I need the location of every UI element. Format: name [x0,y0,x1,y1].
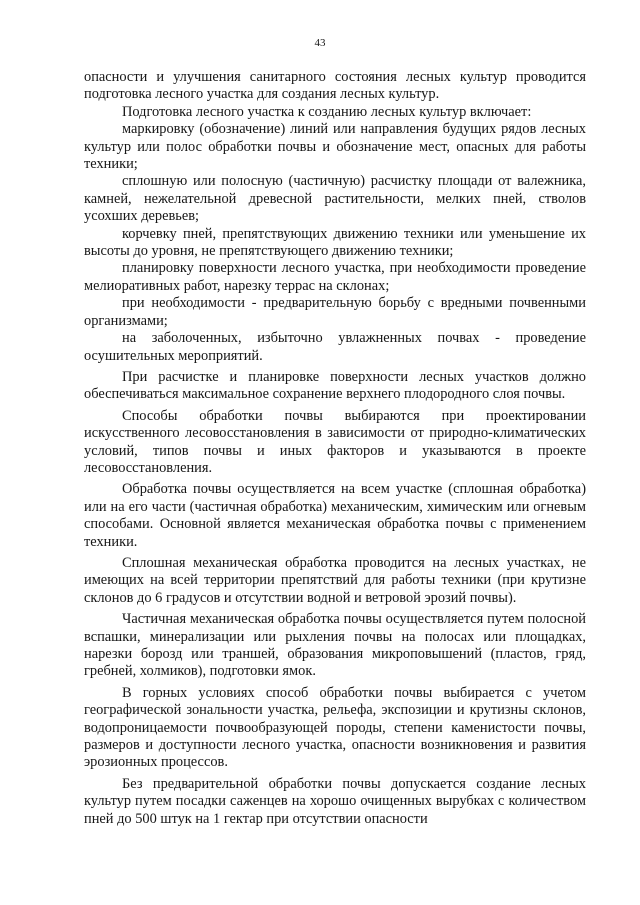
list-item-pest-control: при необходимости - предварительную борьбу с вредными почвенными организмами; [84,295,586,329]
page-number: 43 [314,37,326,49]
list-item-stump-removal: корчевку пней, препятствующих движению техники или уменьшение их высоты до уровня, не препятствующего движению техники; [84,225,586,260]
paragraph-partial-tillage: Частичная механическая обработка почвы осуществляется путем полосной вспашки, минерализации или рыхления почвы на полосах или площадках, нарезки борозд или траншей, образования микроповышений (пластов, гряд, гребней, холмиков), подготовки ямок. [84,611,586,680]
list-item-leveling: планировку поверхности лесного участка, при необходимости проведение мелиоративных работ, нарезку террас на склонах; [84,260,586,294]
list-item-marking: маркировку (обозначение) линий или направления будущих рядов лесных культур или полос обработки почвы и обозначение мест, опасных для работы техники; [84,121,586,173]
paragraph-tillage-types: Обработка почвы осуществляется на всем участке (сплошная обработка) или на его части (частичная обработка) механическим, химическим или огневым способами. Основной является механическая обработка почвы с применением техники. [84,481,586,550]
paragraph-no-tillage: Без предварительной обработки почвы допускается создание лесных культур путем посадки саженцев на хорошо очищенных вырубках с количеством пней до 500 штук на 1 гектар при отсутствии опасности [84,775,586,827]
paragraph-soil-preservation: При расчистке и планировке поверхности лесных участков должно обеспечиваться максимальное сохранение верхнего плодородного слоя почвы. [84,368,586,403]
document-body [84,69,586,828]
list-item-clearing: сплошную или полосную (частичную) расчистку площади от валежника, камней, нежелательной древесной растительности, мелких пней, стволов усохших деревьев; [84,173,586,225]
paragraph-intro: Подготовка лесного участка к созданию лесных культур включает: [122,103,532,120]
paragraph-continuous-tillage: Сплошная механическая обработка проводится на лесных участках, не имеющих на всей территории препятствий для работы техники (при крутизне склонов до 6 градусов и отсутствии водной и ветровой эрозий почвы). [84,554,586,606]
paragraph-tillage-methods: Способы обработки почвы выбираются при проектировании искусственного лесовосстановления в зависимости от природно-климатических условий, типов почвы и иных факторов и указываются в проекте лесовосстановления. [84,407,586,476]
paragraph-continuation: опасности и улучшения санитарного состояния лесных культур проводится подготовка лесного участка для создания лесных культур. [84,69,586,103]
paragraph-mountain-conditions: В горных условиях способ обработки почвы выбирается с учетом географической зональности участка, рельефа, экспозиции и крутизны склонов, водопроницаемости почвообразующей породы, степени каменистости почвы, размеров и доступности лесного участка, опасности возникновения и развития эрозионных процессов. [84,684,586,771]
list-item-drainage: на заболоченных, избыточно увлажненных почвах - проведение осушительных мероприятий. [84,330,586,364]
